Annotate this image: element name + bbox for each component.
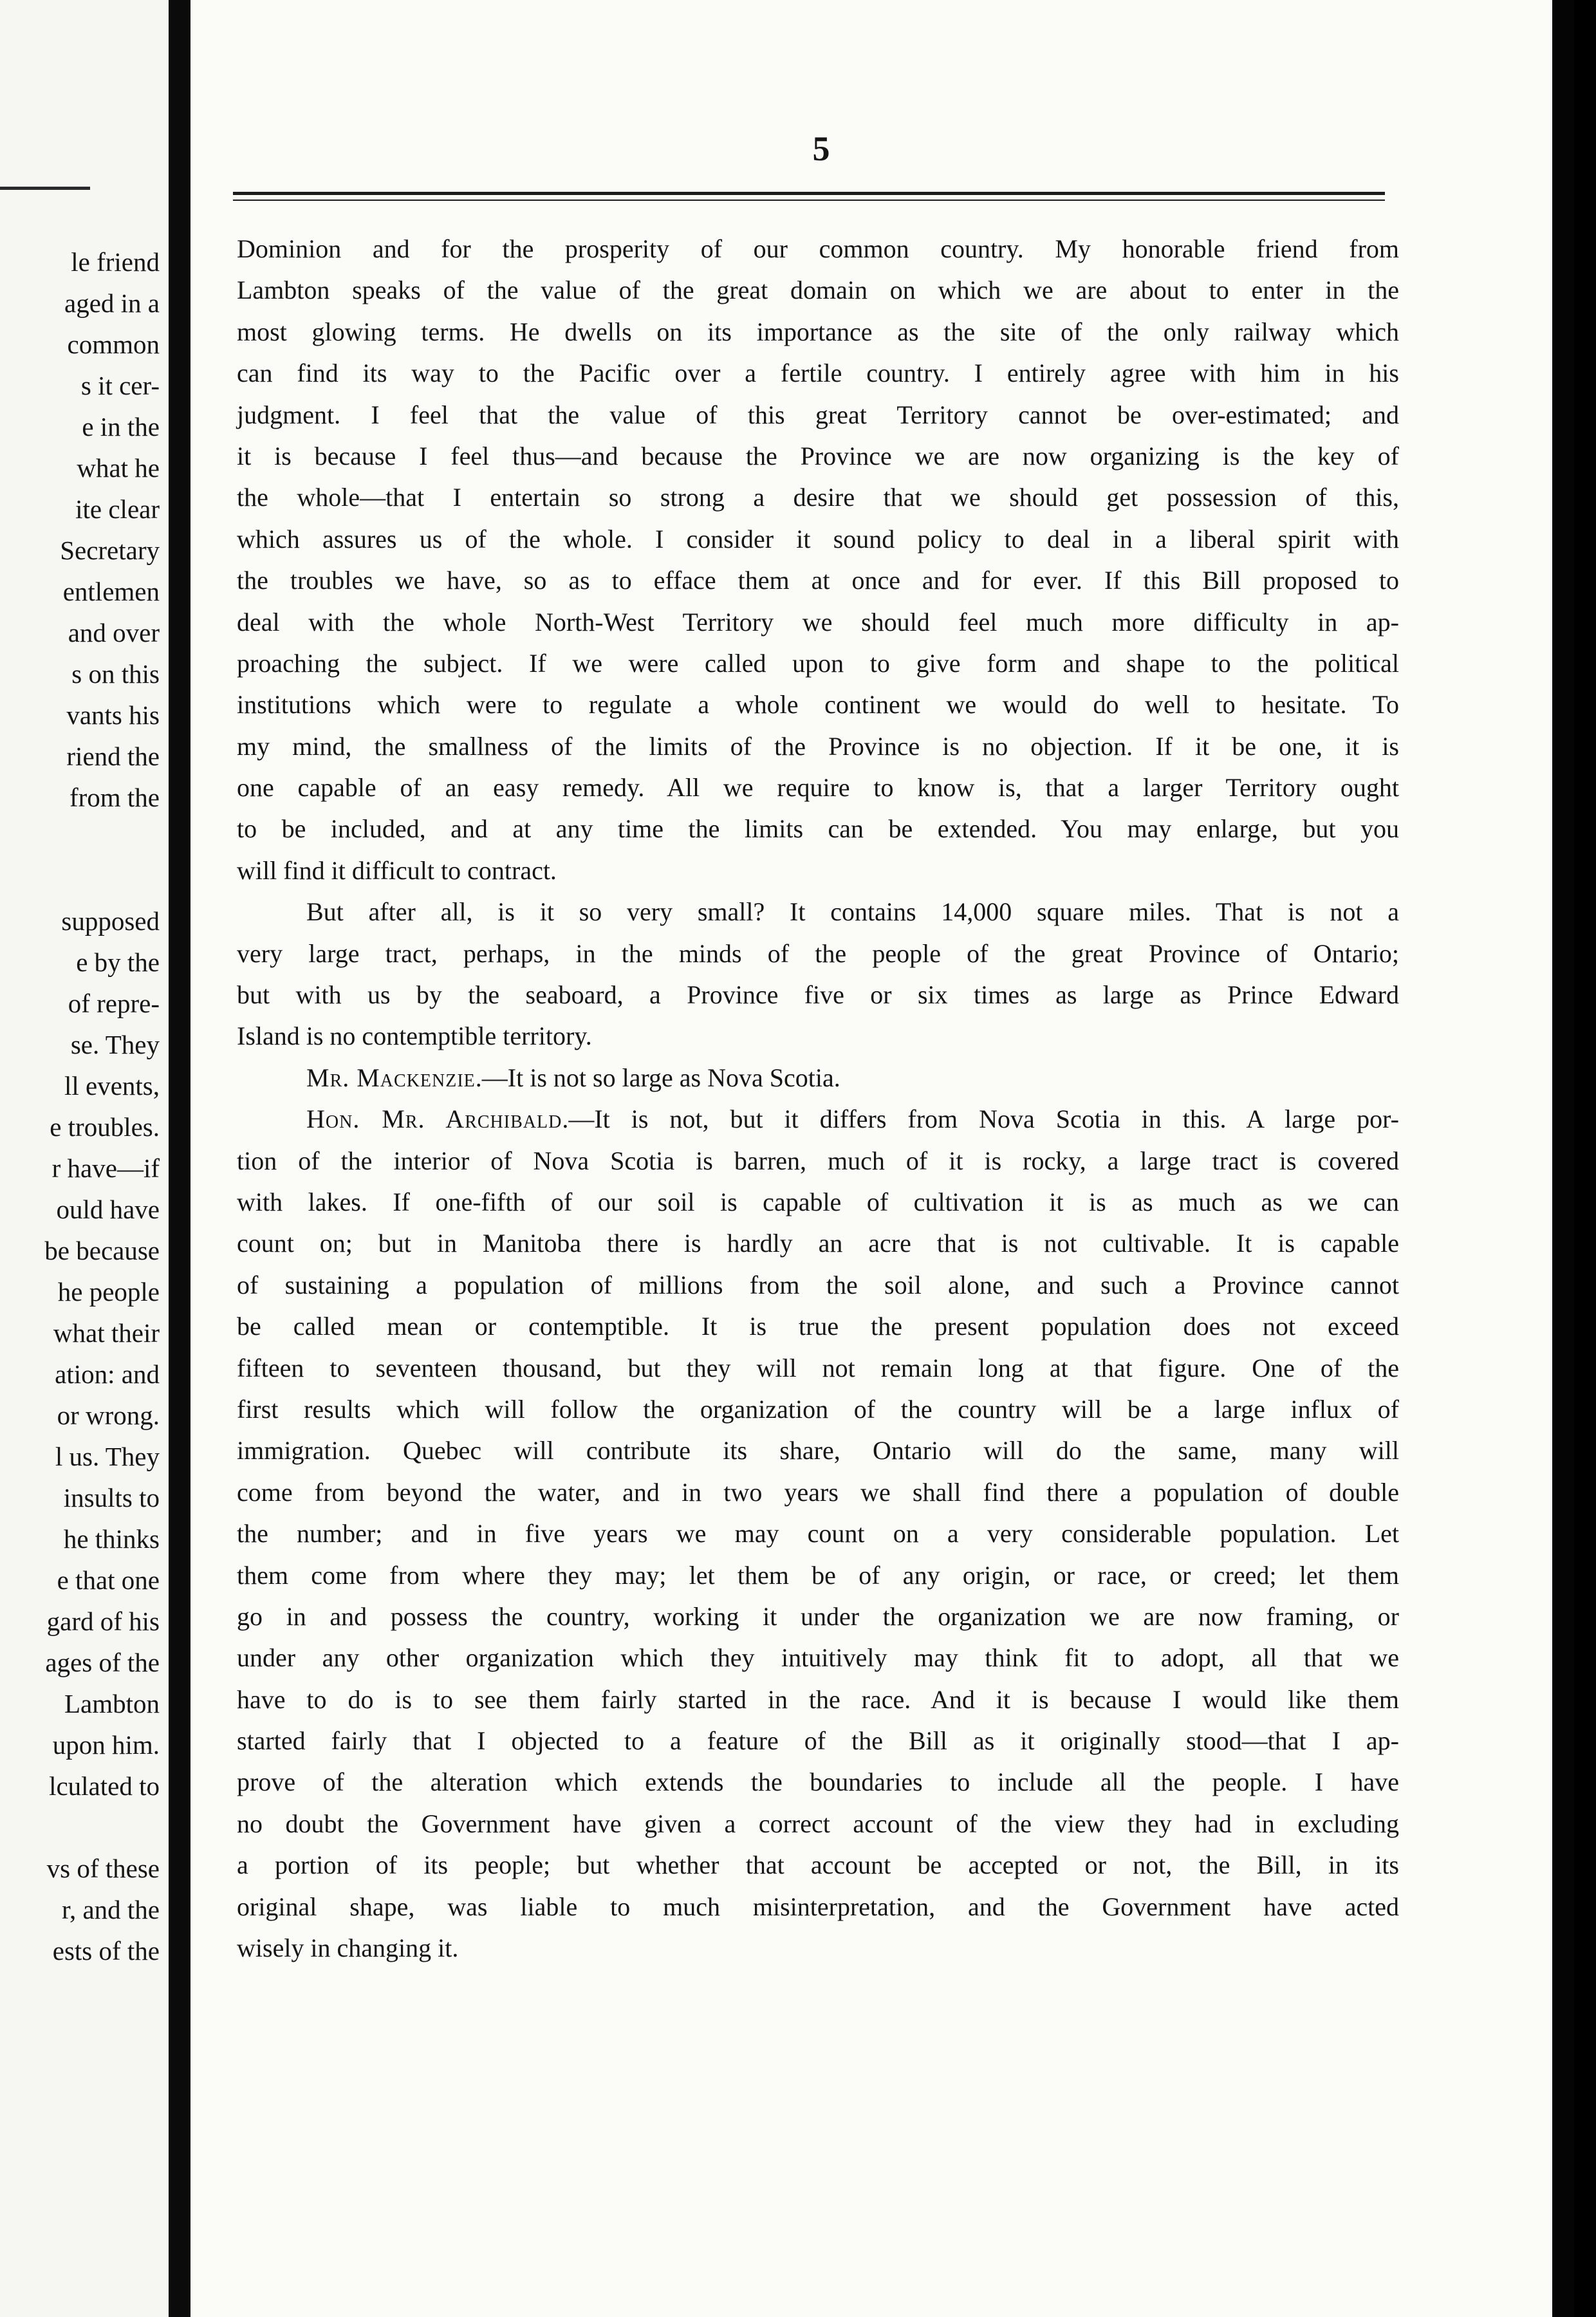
facing-text-fragment: riend the [66,741,160,771]
text-line: the number; and in five years we may count on a very considerable population. Let [237,1519,1399,1549]
document-page [190,0,1574,2317]
facing-text-fragment: lculated to [49,1771,160,1801]
facing-text-fragment [44,1807,160,1848]
facing-text-fragment: e by the [76,947,160,977]
facing-text-fragment: what their [53,1318,160,1348]
facing-text-fragment: from the [69,783,160,812]
facing-text-fragment: or wrong. [57,1400,160,1430]
text-line: Lambton speaks of the value of the great domain on which we are about to enter in the [237,275,1399,305]
page-edge [1552,0,1574,2317]
text-line [237,1057,1399,1099]
speech-text: .—It is not, but it differs from Nova Scotia in this. A large por- [562,1104,1399,1134]
facing-text-fragment: ould have [56,1195,160,1224]
facing-text-fragment: Lambton [64,1689,160,1718]
text-line [237,1099,1399,1140]
text-line: wisely in changing it. [237,1933,459,1963]
facing-text-fragment: vs of these [46,1854,160,1883]
text-line: very large tract, perhaps, in the minds of the people of the great Province of Ontario; [237,938,1399,968]
text-line: them come from where they may; let them be of any origin, or race, or creed; let them [237,1560,1399,1590]
text-line: first results which will follow the organization of the country will be a large influx of [237,1394,1399,1424]
text-line: But after all, is it so very small? It contains 14,000 square miles. That is not a [306,897,1399,927]
facing-text-fragment: e in the [82,412,160,442]
text-line: which assures us of the whole. I consider it sound policy to deal in a liberal spirit with [237,524,1399,554]
facing-text-fragment: what he [77,453,160,483]
facing-text-fragment: he thinks [63,1524,160,1554]
text-line: my mind, the smallness of the limits of the Province is no objection. If it be one, it is [237,731,1399,761]
facing-text-fragment: le friend [71,247,160,277]
facing-text-fragment: entlemen [62,577,160,606]
text-line: a portion of its people; but whether that account be accepted or not, the Bill, in its [237,1850,1399,1880]
facing-text-fragment: r have—if [51,1153,160,1183]
facing-text-fragment: s it cer- [80,371,160,400]
facing-text-fragment: insults to [63,1483,160,1512]
text-line: the troubles we have, so as to efface them at once and for ever. If this Bill proposed to [237,566,1399,595]
facing-text-fragment: supposed [61,906,160,936]
text-line: will find it difficult to contract. [237,855,557,885]
text-line: of sustaining a population of millions from the soil alone, and such a Province cannot [237,1270,1399,1299]
facing-text-fragment: of repre- [68,989,160,1018]
text-line: one capable of an easy remedy. All we require to know is, that a larger Territory ought [237,773,1399,803]
text-line: have to do is to see them fairly started in the race. And it is because I would like them [237,1684,1399,1714]
header-rule [233,192,1385,195]
facing-text-fragment: e troubles. [50,1112,160,1142]
facing-text-fragment: upon him. [52,1730,160,1760]
facing-text-fragment: ation: and [55,1359,160,1389]
speech-text: .—It is not so large as Nova Scotia. [475,1063,840,1092]
speaker-name: Mr. Mackenzie [306,1063,476,1092]
facing-text-fragment: vants his [66,700,160,730]
text-line: with lakes. If one-fifth of our soil is capable of cultivation it is as much as we can [237,1187,1399,1216]
page-number: 5 [812,129,830,168]
text-line: started fairly that I objected to a feature of the Bill as it originally stood—that I ap- [237,1726,1399,1756]
text-line: judgment. I feel that the value of this great Territory cannot be over-estimated; and [237,400,1399,429]
facing-text-fragment: and over [68,618,160,647]
text-line: count on; but in Manitoba there is hardly an acre that is not cultivable. It is capable [237,1229,1399,1258]
facing-text-fragment: s on this [71,659,160,689]
text-line: it is because I feel thus—and because the Province we are now organizing is the key of [237,441,1399,470]
text-line: no doubt the Government have given a correct account of the view they had in excluding [237,1809,1399,1838]
facing-page-text [44,241,160,1971]
text-line: fifteen to seventeen thousand, but they will not remain long at that figure. One of the [237,1353,1399,1382]
speaker-name: Hon. Mr. Archibald [306,1104,562,1134]
text-line: go in and possess the country, working it under the organization we are now framing, or [237,1601,1399,1631]
header-rule-thin [233,200,1385,201]
text-line: to be included, and at any time the limits can be extended. You may enlarge, but you [237,814,1399,844]
facing-text-fragment: aged in a [64,288,160,318]
facing-text-fragment: ll events, [64,1071,160,1101]
text-line: deal with the whole North-West Territory we should feel much more difficulty in ap- [237,607,1399,637]
facing-text-fragment: Secretary [60,535,160,565]
text-line: Dominion and for the prosperity of our common country. My honorable friend from [237,234,1399,263]
facing-text-fragment: gard of his [46,1606,160,1636]
facing-page [0,0,169,2317]
text-line: come from beyond the water, and in two years we shall find there a population of double [237,1477,1399,1507]
facing-text-fragment: ite clear [75,494,160,524]
facing-text-fragment: common [67,330,160,359]
text-line: be called mean or contemptible. It is true the present population does not exceed [237,1312,1399,1341]
text-line: can find its way to the Pacific over a fertile country. I entirely agree with him in his [237,358,1399,388]
text-line: but with us by the seaboard, a Province five or six times as large as Prince Edward [237,980,1399,1010]
text-line: prove of the alteration which extends the boundaries to include all the people. I have [237,1767,1399,1797]
text-line: immigration. Quebec will contribute its share, Ontario will do the same, many will [237,1436,1399,1466]
facing-text-fragment: r, and the [61,1895,160,1924]
facing-page-rule [0,187,90,190]
body-text [237,228,1399,1969]
facing-text-fragment: e that one [57,1565,160,1595]
facing-text-fragment: ages of the [45,1648,160,1677]
facing-text-fragment [44,818,160,859]
text-line: most glowing terms. He dwells on its importance as the site of the only railway which [237,317,1399,346]
facing-text-fragment: he people [57,1277,160,1307]
text-line: the whole—that I entertain so strong a desire that we should get possession of this, [237,483,1399,512]
text-line: under any other organization which they intuitively may think fit to adopt, all that we [237,1643,1399,1673]
facing-text-fragment [44,859,160,900]
book-gutter [169,0,190,2317]
text-line: institutions which were to regulate a whole continent we would do well to hesitate. To [237,690,1399,720]
text-line: Island is no contemptible territory. [237,1021,592,1051]
text-line: original shape, was liable to much misinterpretation, and the Government have acted [237,1892,1399,1921]
text-line: proaching the subject. If we were called upon to give form and shape to the political [237,648,1399,678]
facing-text-fragment: l us. They [55,1442,160,1471]
text-line: tion of the interior of Nova Scotia is barren, much of it is rocky, a large tract is covered [237,1146,1399,1175]
facing-text-fragment: se. They [70,1030,160,1059]
facing-text-fragment: be because [44,1236,160,1265]
facing-text-fragment: ests of the [52,1936,160,1966]
